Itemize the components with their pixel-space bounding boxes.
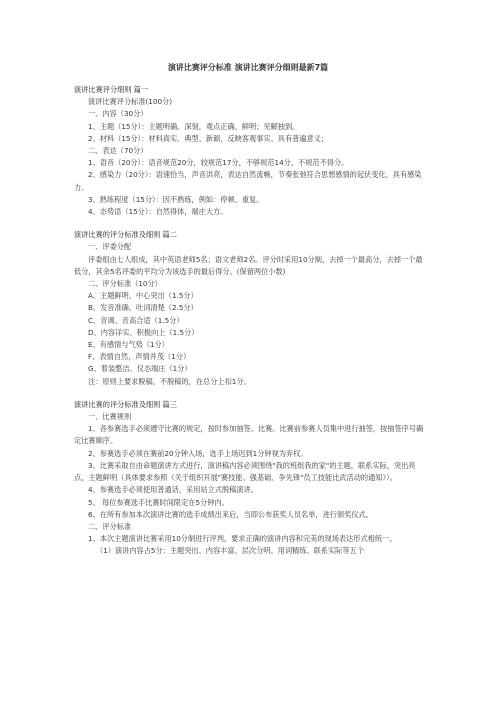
document-body: [74, 84, 426, 558]
text-paragraph: 3、比赛采取自由命题演讲方式进行，演讲稿内容必须围绕"我的班组我的家"的主题，联系实际，突出亮点，主题鲜明（具体要求参照《关于组织开展"赛技能、强基础、争先锋"员工技能比武活动的通知》）。: [74, 460, 416, 483]
text-paragraph: 6、在所有参加本次演讲比赛的选手成绩出来后，当即公布获奖人员名单，进行颁奖仪式。: [88, 509, 373, 519]
text-line: 1、主题（15分）：主题明确、深刻，观点正确、鲜明；见解独到。: [88, 121, 300, 131]
text-line: 注：原则上要求脱稿，不脱稿的，在总分上扣1分。: [88, 376, 251, 386]
text-line: G、着装整洁、仪态端庄（1分）: [88, 364, 192, 374]
text-line: D、内容详实、积极向上（1.5分）: [88, 327, 199, 337]
text-line: 4、参赛选手必须使用普通话，采用站立式脱稿演讲。: [88, 485, 258, 495]
document-title: 演讲比赛评分标准 演讲比赛评分细则最新7篇: [167, 63, 329, 72]
text-line: 一、评委分配: [88, 242, 132, 252]
text-line: 3、熟练程度（15分）：因不熟练，例如：停顿、重复。: [88, 194, 264, 204]
text-line: 2、材料（15分）：材料真实、典型、新颖，反映客观事实、具有普遍意义；: [88, 133, 329, 143]
text-paragraph: 评委组由七人组成，其中英语老师5名；语文老师2名。评分时采用10分制，去掉一个最高分，去掉一个最低分，其余5名评委的平均分为该选手的最后得分。(保留两位小数): [74, 254, 423, 276]
text-line: 4、态势语（15分）：自然得体，端庄大方。: [88, 207, 228, 217]
text-line: C、音调、音高合适（1.5分）: [88, 315, 184, 325]
text-line: 2、参赛选手必须在赛前20分钟入场，选手上场迟到1分钟视为弃权。: [88, 448, 308, 458]
text-line: A、主题鲜明、中心突出（1.5分）: [88, 291, 198, 301]
text-paragraph: 1、各参赛选手必须遵守比赛的规定，按时参加抽签、比赛。比赛前参赛人员集中进行抽签，按抽签序号确定比赛顺序。: [74, 424, 424, 446]
text-paragraph: 1、本次主题演讲比赛采用10分制进行评判，要求正确的演讲内容和完美的现场表达形式相统一。: [88, 534, 397, 544]
text-line: 5、 每位参赛选手比赛时间限定在5分钟内。: [88, 497, 229, 507]
section-heading: 演讲比赛的评分标准及细则 篇三: [74, 399, 177, 409]
section-3: [74, 399, 426, 558]
text-line: 二、评分标准（10分）: [88, 279, 162, 289]
text-line: F、表情自然，声情并茂（1分）: [88, 352, 191, 362]
text-line: 演讲比赛评分标准(100分): [88, 97, 173, 107]
section-heading: 演讲比赛的评分标准及细则 篇二: [74, 230, 177, 240]
text-line: （1）演讲内容占5分：主题突出、内容丰富、层次分明、用词精练、联系实际等五个: [96, 546, 364, 556]
text-line: 一、比赛规则: [88, 412, 132, 422]
text-line: 二、评分标准: [88, 521, 132, 531]
text-paragraph: 2、感染力（20分）：语速恰当，声音洪亮，表达自然流畅，节奏张弛符合思想感情的起伏变化，具有感染力。: [74, 170, 422, 192]
text-line: B、发音准确、吐词清楚（2.5分）: [88, 303, 198, 313]
section-2: [74, 229, 426, 388]
section-heading: 演讲比赛评分细则 篇一: [74, 85, 149, 94]
text-line: E、有感情与气势（1分）: [88, 340, 169, 350]
section-1: [74, 84, 426, 218]
text-line: 二、表达（70分）: [88, 146, 148, 156]
text-line: 一、内容（30分）: [88, 109, 148, 119]
text-line: 1、语音（20分）：语音规范20分，较规范17分，不够规范14分，不规范不得分。: [88, 158, 349, 168]
